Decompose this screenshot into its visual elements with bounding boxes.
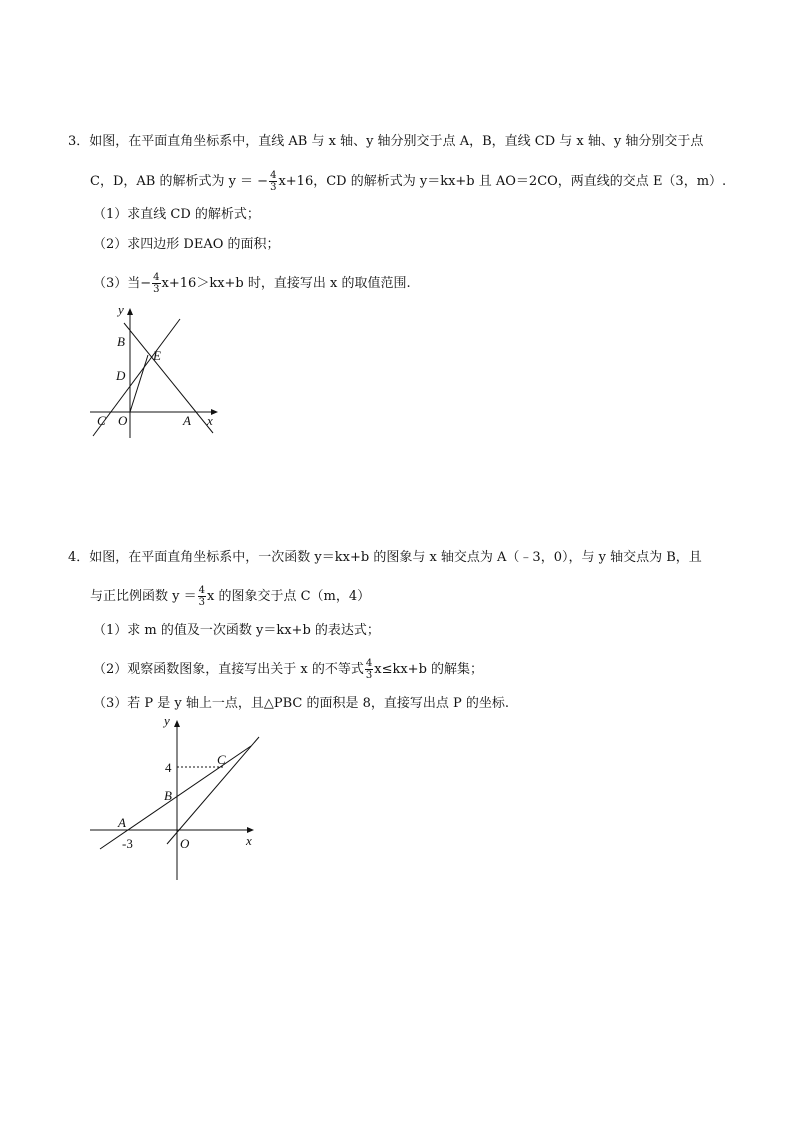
q3-y-axis-arrow [127, 308, 133, 315]
q4-label-4: 4 [165, 760, 172, 775]
q4-label-b: B [164, 788, 172, 803]
q3-label-c: C [97, 413, 106, 428]
q3-part-1: （1）求直线 CD 的解析式； [93, 207, 260, 222]
q3-fraction: $\frac{4}{3}$ [270, 170, 277, 193]
q3-line-1 [68, 133, 703, 151]
q4-y-axis-arrow [174, 720, 180, 727]
q3-label-e: E [153, 348, 161, 363]
q4-label-neg3: -3 [122, 836, 133, 851]
q3-stem-text: 如图，在平面直角坐标系中，直线 AB 与 x 轴、y 轴分别交于点 A，B，直线 CD 与 x 轴、y 轴分别交于点 [89, 134, 704, 149]
q4-fraction: $\frac{4}{3}$ [198, 585, 205, 608]
q3-part-3: （3）当− $\frac{4}{3}$ x+16＞kx+b 时，直接写出 x 的取值范围. [93, 272, 411, 295]
q3-number: 3． [68, 134, 90, 149]
q3-line-2 [90, 170, 726, 193]
q3-ab-expression-prefix: C，D，AB 的解析式为 y ＝ − [90, 174, 269, 189]
q3-label-o: O [118, 413, 128, 428]
q3-part-2: （2）求四边形 DEAO 的面积； [93, 237, 280, 252]
q3-figure [85, 300, 230, 440]
q3-part3-fraction: $\frac{4}{3}$ [153, 272, 160, 295]
q3-label-a: A [183, 413, 191, 428]
q4-label-x: x [246, 833, 252, 848]
q3-line-ab [124, 323, 213, 433]
q4-part-1: （1）求 m 的值及一次函数 y＝kx+b 的表达式； [93, 623, 380, 638]
q3-segment-oe [130, 355, 148, 412]
q4-line-1 [68, 549, 702, 567]
q4-number: 4． [68, 550, 90, 565]
q3-line-cd [93, 319, 180, 436]
q4-part2-fraction: $\frac{4}{3}$ [365, 658, 373, 681]
q4-label-y: y [164, 713, 170, 728]
q3-label-y: y [118, 302, 124, 317]
q4-part-3: （3）若 P 是 y 轴上一点，且△PBC 的面积是 8，直接写出点 P 的坐标. [93, 696, 510, 711]
q4-label-a: A [118, 815, 126, 830]
q4-figure [85, 710, 265, 885]
q4-part-2: （2）观察函数图象，直接写出关于 x 的不等式 $\frac{4}{3}$ x≤kx+b 的解集； [93, 658, 484, 681]
q3-ab-expression-suffix: x+16，CD 的解析式为 y＝kx+b 且 AO＝2CO，两直线的交点 E（3，m）. [278, 174, 727, 189]
q3-label-x: x [207, 413, 213, 428]
q4-stem-text: 如图，在平面直角坐标系中，一次函数 y＝kx+b 的图象与 x 轴交点为 A（﹣3，0），与 y 轴交点为 B，且 [89, 550, 702, 565]
q4-label-o: O [180, 836, 190, 851]
q4-line-2: 与正比例函数 y ＝ $\frac{4}{3}$ x 的图象交于点 C（m，4） [90, 585, 371, 608]
q4-label-c: C [217, 752, 226, 767]
q3-label-b: B [117, 334, 125, 349]
q3-label-d: D [116, 368, 126, 383]
q4-line-4-3x [167, 737, 259, 844]
